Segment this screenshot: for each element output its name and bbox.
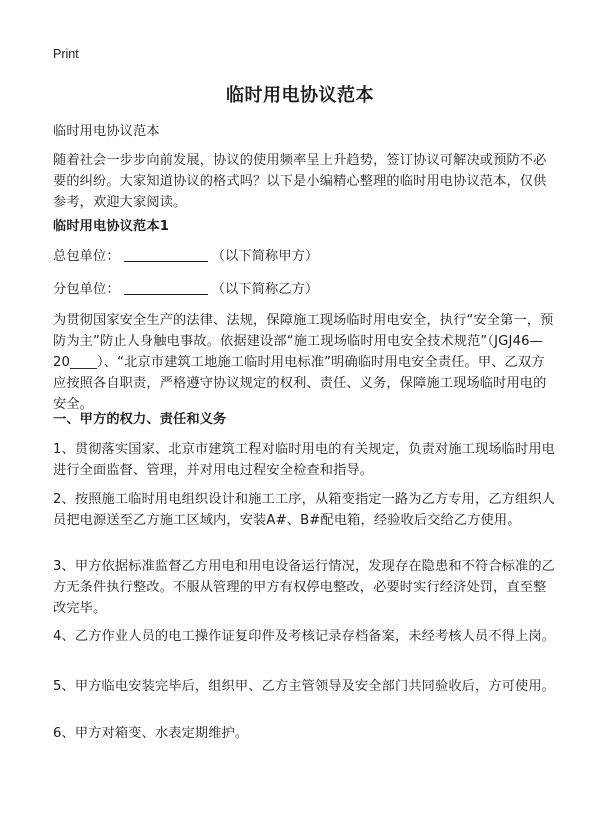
print-label[interactable]: Print [53,47,79,61]
party-a-label: 总包单位： [53,249,120,264]
party-a-suffix: （以下简称甲方） [211,249,319,264]
heading-one: 一、甲方的权力、责任和义务 [53,412,227,427]
document-title: 临时用电协议范本 [226,85,374,106]
clause-5: 5、甲方临电安装完毕后，组织甲、乙方主管领导及安全部门共同验收后，方可使用。 [53,679,556,694]
preamble-paragraph: 为贯彻国家安全生产的法律、法规，保障施工现场临时用电安全，执行“安全第一，预防为主”防止人身触电事故。依据建设部“施工现场临时用电安全技术规范”（JGJ46—20____）、“北京市建筑工地施工临时用电标准”明确临时用电安全责任。甲、乙双方应按照各自职责，严格遵守协议规定的权利、责任、义务，保障施工现场临时用电的安全。 [53,313,554,412]
document-subtitle: 临时用电协议范本 [53,124,160,139]
party-b-blank [124,280,208,295]
party-b-suffix: （以下简称乙方） [211,282,319,297]
party-a-blank [124,247,208,262]
section1-title: 临时用电协议范本1 [53,219,170,234]
party-b-label: 分包单位： [53,282,120,297]
clause-1: 1、贯彻落实国家、北京市建筑工程对临时用电的有关规定，负责对施工现场临时用电进行全面监督、管理，并对用电过程安全检查和指导。 [53,442,556,478]
clause-6: 6、甲方对箱变、水表定期维护。 [53,726,249,741]
intro-paragraph: 随着社会一步步向前发展，协议的使用频率呈上升趋势，签订协议可解决或预防不必要的纠纷。大家知道协议的格式吗？以下是小编精心整理的临时用电协议范本，仅供参考，欢迎大家阅读。 [53,153,547,210]
clause-4: 4、乙方作业人员的电工操作证复印件及考核记录存档备案，未经考核人员不得上岗。 [53,629,556,644]
clause-3: 3、甲方依据标准监督乙方用电和用电设备运行情况，发现存在隐患和不符合标准的乙方无条件执行整改。不服从管理的甲方有权停电整改，必要时实行经济处罚，直至整改完毕。 [53,559,556,616]
party-b-line [53,279,557,300]
party-a-line [53,246,557,267]
clause-2: 2、按照施工临时用电组织设计和施工工序，从箱变指定一路为乙方专用，乙方组织人员把电源送至乙方施工区域内，安装A#、B#配电箱，经验收后交给乙方使用。 [53,492,556,528]
